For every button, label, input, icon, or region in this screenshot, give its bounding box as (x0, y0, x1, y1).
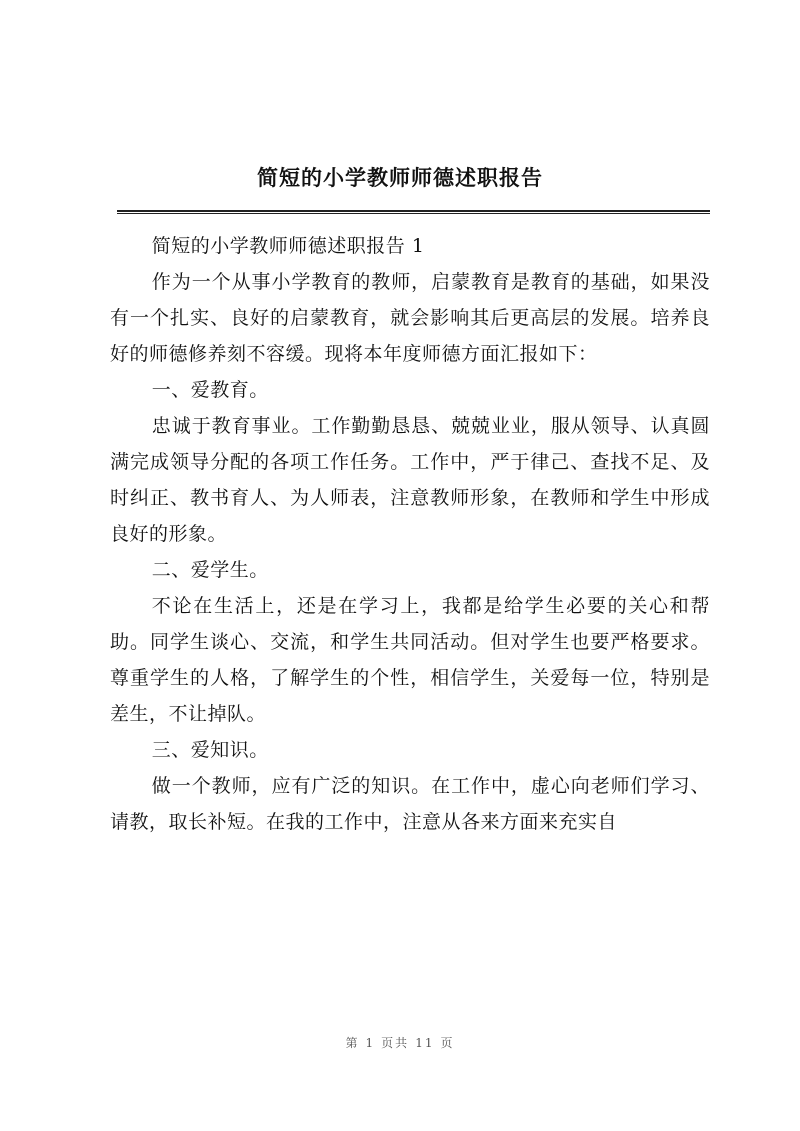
footer-current-page: 1 (365, 1036, 376, 1050)
paragraph: 做一个教师，应有广泛的知识。在工作中，虚心向老师们学习、请教，取长补短。在我的工作中，注意从各来方面来充实自 (110, 775, 710, 833)
footer-total-pages: 11 (415, 1036, 435, 1050)
section-heading: 三、爱知识。 (151, 739, 269, 761)
section-heading: 一、爱教育。 (151, 379, 269, 401)
page-footer (0, 1034, 800, 1051)
title-divider (117, 210, 710, 214)
footer-label-of: 页共 (381, 1036, 410, 1050)
paragraph: 作为一个从事小学教育的教师，启蒙教育是教育的基础，如果没有一个扎实、良好的启蒙教育，就会影响其后更高层的发展。培养良好的师德修养刻不容缓。现将本年度师德方面汇报如下： (110, 271, 710, 365)
footer-label-page: 第 (345, 1036, 360, 1050)
document-body (110, 228, 710, 840)
footer-label-end: 页 (440, 1036, 455, 1050)
section-heading: 简短的小学教师师德述职报告 1 (151, 235, 425, 257)
paragraph: 不论在生活上，还是在学习上，我都是给学生必要的关心和帮助。同学生谈心、交流，和学生共同活动。但对学生也要严格要求。尊重学生的人格，了解学生的个性，相信学生，关爱每一位，特别是差生，不让掉队。 (110, 595, 710, 725)
paragraph: 忠诚于教育事业。工作勤勤恳恳、兢兢业业，服从领导、认真圆满完成领导分配的各项工作任务。工作中，严于律己、查找不足、及时纠正、教书育人、为人师表，注意教师形象，在教师和学生中形成良好的形象。 (110, 415, 710, 545)
document-title: 简短的小学教师师德述职报告 (257, 165, 543, 190)
section-heading: 二、爱学生。 (151, 559, 269, 581)
